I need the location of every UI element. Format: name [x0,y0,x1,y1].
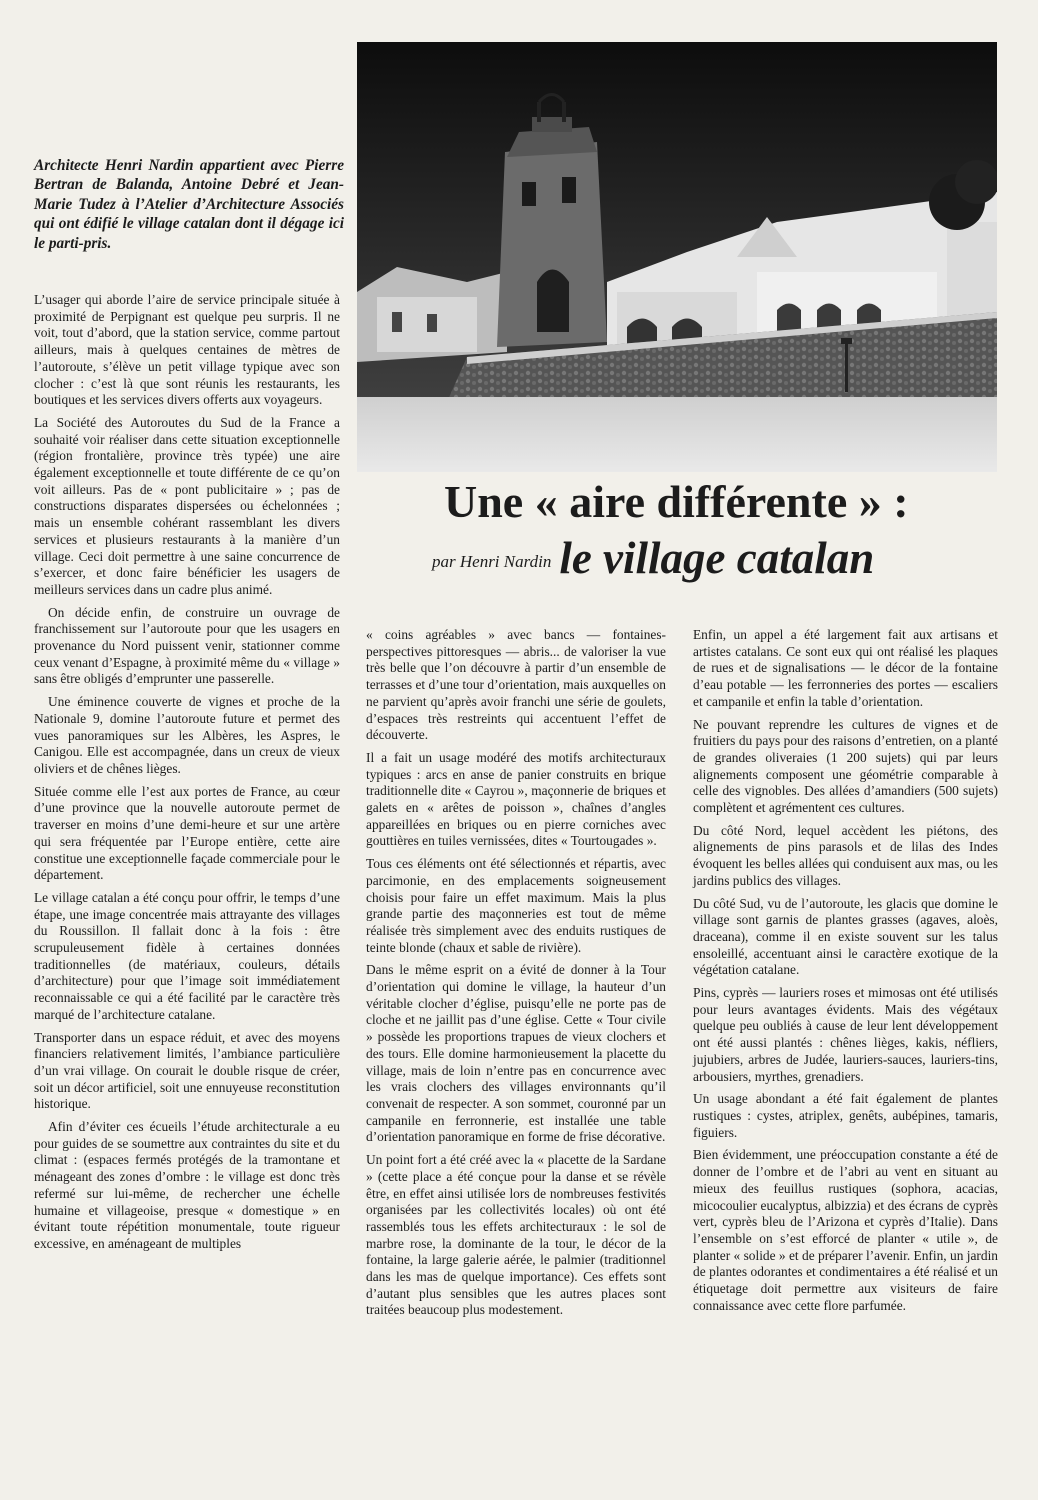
paragraph: Le village catalan a été conçu pour offrir, le temps d’une étape, une image concentrée mais attrayante des villages du Roussillon. Il fallait donc à la fois : être scrupuleusement fidèle à certaines données traditionnelles (de matériaux, couleurs, détails d’architecture) pour que l’image soit immédiatement reconnaissable ce qui a été facilité par le caractère très marqué de l’architecture catalane. [34,889,340,1022]
intro-lead: Architecte Henri Nardin appartient avec Pierre Bertran de Balanda, Antoine Debré et Jean-Marie Tudez à l’Atelier d’Architecture Associés qui ont édifié le village catalan dont il dégage ici le parti-pris. [34,157,344,252]
paragraph: Un usage abondant a été fait également de plantes rustiques : cystes, atriplex, genêts, aubépines, tamaris, figuiers. [693,1091,998,1140]
paragraph: « coins agréables » avec bancs — fontaines-perspectives pittoresques — abris... de valoriser la vue très belle que l’on découvre à partir d’un ensemble de terrasses et d’une tour d’orientation, mais auxquelles on ne parvient qu’après avoir franchi une série de goulets, d’espaces très restreints qui accentuent l’effet de découverte. [366,627,666,743]
paragraph: Enfin, un appel a été largement fait aux artisans et artistes catalans. Ce sont eux qui ont réalisé les plaques de rues et de signalisations — le décor de la fontaine d’eau potable — les ferronneries des portes — escaliers et campanile et enfin la table d’orientation. [693,627,998,709]
paragraph: Tous ces éléments ont été sélectionnés et répartis, avec parcimonie, en des emplacements soigneusement choisis pour faire un effet maximum. Mais la plus grande partie des maçonneries est tout de même réalisée très simplement avec des enduits rustiques de teinte blonde (chaux et sable de rivière). [366,856,666,955]
paragraph: L’usager qui aborde l’aire de service principale située à proximité de Perpignant est quelque peu surpris. Il ne voit, tout d’abord, que la station service, comme partout ailleurs, mais à quelques centaines de mètres de l’autoroute, s’élève un petit village typique avec son clocher : c’est là que sont réunis les restaurants, les boutiques et les services divers offerts aux voyageurs. [34,292,340,408]
article-column-1 [34,292,340,1259]
village-photo [357,42,997,472]
paragraph: Pins, cyprès — lauriers roses et mimosas ont été utilisés pour leurs avantages évidents. Mais des végétaux quelque peu oubliés à cause de leur lent développement ont été aussi plantés : chênes lièges, kakis, néfliers, jujubiers, arbres de Judée, lauriers-sauces, lauriers-tins, arbousiers, myrthes, grenadiers. [693,985,998,1084]
paragraph: La Société des Autoroutes du Sud de la France a souhaité voir réaliser dans cette situation exceptionnelle (région frontalière, province très typée) une aire également exceptionnelle et toute différente de ce qu’on voit ailleurs. Pas de « pont publicitaire » ; pas de constructions disparates dispersées ou échelonnées ; mais un ensemble cohérant rassemblant les divers services et plusieurs restaurants à la manière d’un village. Ceci doit permettre à une saine concurrence de s’exercer, et donc faire bénéficier les usagers de meilleurs services dans un cadre plus animé. [34,414,340,597]
village-photo-illustration [357,42,997,472]
paragraph: Bien évidemment, une préoccupation constante a été de donner de l’ombre et de l’abri au vent en situant au mieux des feuillus rustiques (sophora, acacias, micocoulier eucalyptus, albizzia) et des écrans de cyprès vert, cyprès bleu de l’Arizona et cyprès d’Italie). Dans l’ensemble on s’est efforcé de planter « utile », de planter « solide » et de préparer l’avenir. Enfin, un jardin de plantes odorantes et condimentaires a été réalisé et un étiquetage doit permettre aux visiteurs de faire connaissance avec cette flore parfumée. [693,1147,998,1313]
paragraph: Afin d’éviter ces écueils l’étude architecturale a eu pour guides de se soumettre aux contraintes du site et du climat : (espaces fermés protégés de la tramontane et ménageant des zones d’ombre : le village est donc très refermé sur lui-même, de rechercher une échelle humaine et villageoise, presque « domestique » en évitant toute répétition monumentale, toute rigueur excessive, en aménageant de multiples [34,1119,340,1251]
article-column-3 [693,627,998,1320]
paragraph: Ne pouvant reprendre les cultures de vignes et de fruitiers du pays pour des raisons d’entretien, on a planté de grandes oliveraies (1 200 sujets) qui par leurs alignements composent une géométrie comparable à celle des vignobles. Des allées d’amandiers (500 sujets) complètent et agrémentent ces cultures. [693,716,998,816]
byline: par Henri Nardin [432,552,552,571]
paragraph: Il a fait un usage modéré des motifs architecturaux typiques : arcs en anse de panier construits en brique traditionnelle dite « Cayrou », maçonnerie de briques et galets en « arêtes de poisson », chaînes d’angles appareillées en briques ou en pierre corniches avec gouttières en tuiles vernissées, dites « Tourtougades ». [366,749,666,849]
article-title: Une « aire différente » : [444,476,909,527]
paragraph: Du côté Sud, vu de l’autoroute, les glacis que domine le village sont garnis de plantes grasses (agaves, aloès, draceana), comme il en existe souvent sur les talus ensoleillé, accentuant ainsi le caractère exotique de la végétation catalane. [693,895,998,978]
title-subline [432,532,1002,584]
paragraph: On décide enfin, de construire un ouvrage de franchissement sur l’autoroute pour que les usagers en provenance du Nord puissent venir, stationner comme ceux venant d’Espagne, à proximité même du « village » sans être obligés d’emprunter une passerelle. [34,604,340,687]
article-column-2 [366,627,666,1325]
paragraph: Une éminence couverte de vignes et proche de la Nationale 9, domine l’autoroute future et permet des vues panoramiques sur les Albères, les Aspres, le Canigou. Elle est accompagnée, dans un creux de vieux oliviers et de chênes lièges. [34,694,340,776]
paragraph: Dans le même esprit on a évité de donner à la Tour d’orientation qui domine le village, la hauteur d’un véritable clocher d’église, puisqu’elle ne porte pas de cloche et ne jaillit pas d’une église. Cette « Tour civile » possède les proportions trapues de vieux clochers et des tours. Elle domine harmonieusement la placette du village, mais de loin n’entre pas en concurrence avec les vrais clochers des villages environnants qu’il convenait de respecter. A son sommet, couronné par un campanile en ferronnerie, est installée une table d’orientation panoramique en forme de frise décorative. [366,962,666,1145]
paragraph: Transporter dans un espace réduit, et avec des moyens financiers relativement limités, l’ambiance particulière d’un vrai village. On courait le double risque de créer, soit un décor artificiel, soit une ennuyeuse reconstitution historique. [34,1029,340,1112]
paragraph: Du côté Nord, lequel accèdent les piétons, des alignements de pins parasols et de lilas des Indes évoquent les belles allées qui conduisent aux mas, ou les jardins publics des villages. [693,822,998,888]
paragraph: Un point fort a été créé avec la « placette de la Sardane » (cette place a été conçue pour la danse et se révèle être, en effet ainsi utilisée lors de nombreuses festivités organisées par les collectivités locales) où ont été rassemblés tous les effets architecturaux : le sol de marbre rose, la dominante de la tour, le décor de la fontaine, la large galerie aérée, le palmier (traditionnel dans les mas de quelque importance). Ces effets sont d’autant plus sensibles que les autres places sont traitées beaucoup plus modestement. [366,1152,666,1318]
article-subtitle: le village catalan [559,533,875,583]
paragraph: Située comme elle l’est aux portes de France, au cœur d’une province que la nouvelle autoroute permet de traverser en moins d’une demi-heure et sur une artère qui sera fréquentée par l’Europe entière, cette aire constitue une exceptionnelle façade commerciale pour le département. [34,783,340,883]
